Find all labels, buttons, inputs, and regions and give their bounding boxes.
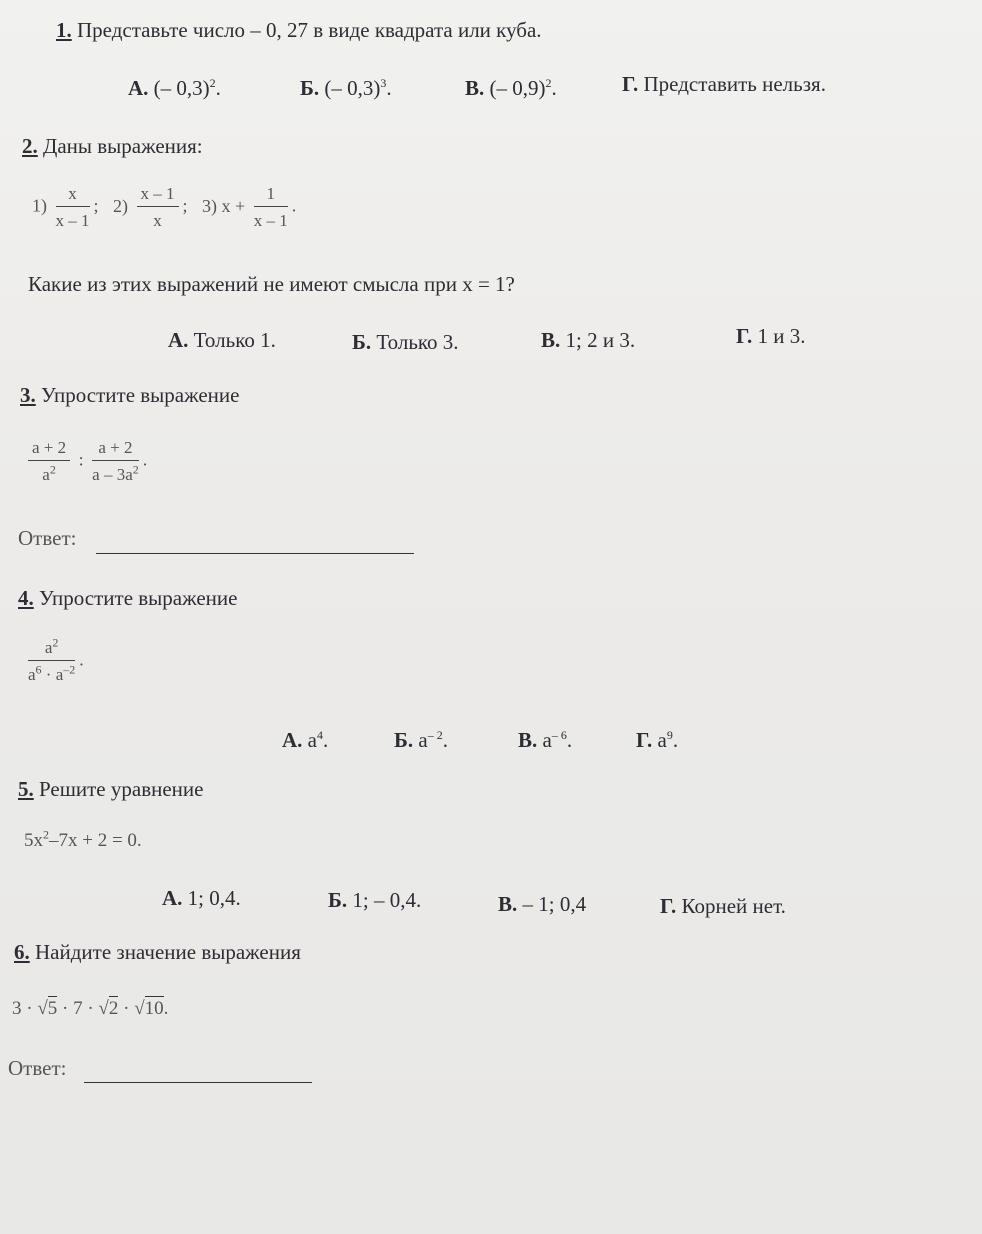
q1-text: Представьте число – 0, 27 в виде квадрата или куба. — [77, 18, 542, 42]
eq-exp: 2 — [43, 827, 49, 842]
option-end: . — [551, 76, 557, 100]
expr1-fraction — [56, 184, 90, 231]
den-exp: 2 — [49, 462, 56, 477]
option-exp: 2 — [545, 76, 552, 90]
option-base: a — [657, 728, 667, 752]
expr2-fraction — [137, 184, 179, 231]
q3-number: 3. — [20, 383, 36, 407]
option-label: А. — [168, 328, 189, 352]
sqrt-sign: √ — [98, 998, 109, 1019]
expr-part: · 7 · — [62, 998, 94, 1019]
option-label: Б. — [328, 888, 348, 912]
q5-option-a[interactable] — [162, 886, 241, 911]
option-text: Представить нельзя. — [643, 72, 826, 96]
sqrt-sign: √ — [37, 998, 48, 1019]
period: . — [79, 649, 84, 670]
den-base: a — [42, 465, 50, 484]
option-exp: – 6 — [551, 728, 567, 742]
fraction-numerator: a + 2 — [28, 438, 70, 461]
option-label: В. — [465, 76, 485, 100]
q4-number: 4. — [18, 586, 34, 610]
option-label: А. — [128, 76, 149, 100]
den-exp: 2 — [132, 462, 139, 477]
fraction-denominator: x — [153, 211, 162, 230]
q1-option-b[interactable] — [300, 76, 392, 101]
option-text: 1; 2 и 3. — [565, 328, 636, 352]
q2-option-a[interactable] — [168, 328, 276, 353]
q2-question: Какие из этих выражений не имеют смысла при x = 1? — [28, 272, 515, 296]
option-text: Корней нет. — [681, 894, 786, 918]
separator: ; — [182, 195, 188, 216]
option-exp: 4 — [317, 728, 323, 742]
q4-expression — [24, 635, 84, 685]
fraction-numerator: x — [56, 184, 90, 207]
q5-equation — [24, 827, 142, 852]
q4-option-a[interactable] — [282, 728, 328, 753]
q3-text: Упростите выражение — [41, 383, 240, 407]
option-end: . — [566, 728, 573, 752]
q6-expression — [12, 998, 168, 1020]
q2-option-c[interactable] — [541, 328, 635, 353]
fraction-numerator — [28, 635, 75, 661]
den-a: a — [28, 665, 36, 684]
q6-heading — [14, 940, 301, 965]
option-base: a — [542, 728, 552, 752]
q6-answer-label: Ответ: — [8, 1056, 67, 1080]
option-end: . — [386, 76, 392, 100]
q2-expressions — [32, 184, 296, 231]
eq-rest: –7x + 2 = 0. — [49, 830, 142, 851]
option-label: А. — [282, 728, 303, 752]
den-base: a – 3a — [92, 465, 133, 484]
option-exp: 3 — [380, 76, 387, 90]
q1-option-a[interactable] — [128, 76, 221, 101]
fraction-denominator — [92, 461, 139, 485]
den-b-exp: –2 — [63, 662, 76, 677]
q5-heading — [18, 777, 203, 802]
option-label: А. — [162, 886, 183, 910]
q4-option-b[interactable] — [394, 728, 448, 753]
period: . — [142, 449, 148, 470]
option-end: . — [323, 728, 329, 752]
q1-heading — [56, 18, 542, 43]
fraction-denominator — [28, 661, 75, 685]
radicand: 2 — [108, 998, 119, 1019]
division-sign: : — [78, 449, 84, 470]
fraction-numerator: x – 1 — [137, 184, 179, 207]
q5-text: Решите уравнение — [39, 777, 204, 801]
option-label: В. — [541, 328, 561, 352]
option-exp: 2 — [209, 76, 216, 90]
fraction-denominator — [28, 461, 70, 485]
q6-number: 6. — [14, 940, 30, 964]
option-label: Б. — [352, 330, 372, 354]
q1-option-c[interactable] — [465, 76, 557, 101]
expr3-fraction — [254, 184, 288, 231]
option-text: Только 3. — [376, 330, 459, 354]
fraction-numerator: 1 — [254, 184, 288, 207]
option-label: Б. — [300, 76, 320, 100]
expr3-prefix: 3) x + — [202, 195, 246, 216]
q4-option-d[interactable] — [636, 728, 678, 753]
num-exp: 2 — [52, 635, 59, 650]
option-exp: – 2 — [427, 728, 443, 742]
option-base: (– 0,3) — [324, 76, 381, 100]
option-text: 1; – 0,4. — [352, 888, 422, 912]
option-exp: 9 — [666, 728, 673, 742]
q4-option-c[interactable] — [518, 728, 572, 753]
q5-option-c[interactable] — [498, 892, 586, 917]
q4-text: Упростите выражение — [39, 586, 238, 610]
q1-option-d[interactable] — [622, 72, 826, 97]
option-base: (– 0,3) — [153, 76, 210, 100]
q4-fraction — [28, 635, 76, 685]
option-text: Только 1. — [193, 328, 276, 352]
q2-option-d[interactable] — [736, 324, 806, 349]
den-a-exp: 6 — [35, 662, 42, 677]
option-label: Г. — [622, 72, 639, 96]
q3-answer-label: Ответ: — [18, 526, 77, 550]
option-base: (– 0,9) — [489, 76, 546, 100]
sqrt-sign: √ — [134, 998, 145, 1019]
option-label: Б. — [394, 728, 414, 752]
eq-term: 5x — [24, 830, 43, 851]
option-end: . — [442, 728, 448, 752]
q3-expression — [24, 438, 147, 485]
option-label: В. — [498, 892, 518, 916]
option-base: a — [418, 728, 428, 752]
q2-text: Даны выражения: — [43, 134, 203, 158]
option-end: . — [215, 76, 221, 100]
period: . — [163, 998, 169, 1019]
option-text: 1; 0,4. — [187, 886, 241, 910]
fraction-denominator: x – 1 — [55, 211, 90, 230]
q5-option-d[interactable] — [660, 894, 786, 919]
radicand: 5 — [47, 998, 58, 1019]
expr-part: · — [123, 998, 130, 1019]
q3-fraction-1 — [28, 438, 70, 485]
q3-fraction-2 — [92, 438, 139, 485]
expr2-prefix: 2) — [113, 195, 129, 216]
option-end: . — [672, 728, 679, 752]
fraction-numerator: a + 2 — [92, 438, 139, 461]
den-dot: · a — [45, 665, 64, 684]
expr-part: 3 · — [12, 998, 33, 1019]
q4-heading — [18, 586, 237, 611]
option-label: Г. — [660, 894, 677, 918]
q1-number: 1. — [56, 18, 72, 42]
q5-option-b[interactable] — [328, 888, 421, 913]
q2-number: 2. — [22, 134, 38, 158]
q6-text: Найдите значение выражения — [35, 940, 301, 964]
option-text: – 1; 0,4 — [522, 892, 587, 916]
q3-answer-field[interactable] — [96, 553, 414, 554]
separator: . — [291, 195, 297, 216]
q2-heading — [22, 134, 203, 159]
q5-number: 5. — [18, 777, 34, 801]
option-text: 1 и 3. — [757, 324, 806, 348]
fraction-denominator: x – 1 — [253, 211, 288, 230]
q6-answer-field[interactable] — [84, 1082, 312, 1083]
radicand: 10 — [144, 998, 164, 1019]
option-label: В. — [518, 728, 538, 752]
q3-heading — [20, 383, 239, 408]
option-label: Г. — [636, 728, 653, 752]
num-base: a — [44, 638, 53, 657]
option-label: Г. — [736, 324, 753, 348]
q2-option-b[interactable] — [352, 330, 459, 355]
expr1-prefix: 1) — [32, 195, 47, 216]
option-base: a — [307, 728, 317, 752]
separator: ; — [93, 195, 99, 216]
